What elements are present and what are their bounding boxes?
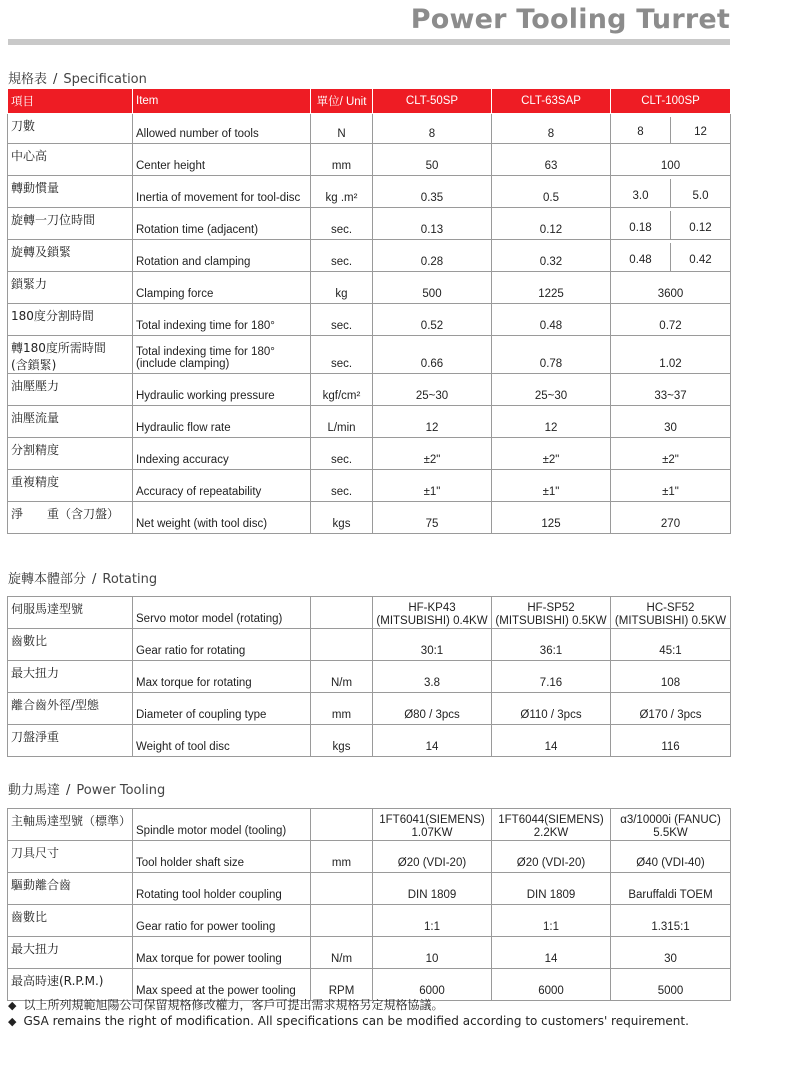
- note-en: [8, 1014, 689, 1028]
- spec-heading-zh: 規格表: [8, 72, 48, 87]
- spec-value: 63: [492, 144, 611, 176]
- spec-label-en: Clamping force: [133, 272, 311, 304]
- spec-unit: L/min: [311, 406, 373, 438]
- spec-label-zh: 油壓流量: [8, 406, 133, 438]
- rotating-value: 14: [492, 725, 611, 757]
- table-row: [8, 114, 731, 144]
- header-cell: 單位/ Unit: [311, 89, 373, 114]
- power-unit: [311, 873, 373, 905]
- spec-section-heading: 規格表 / Specification: [8, 72, 147, 87]
- spec-value: 0.32: [492, 240, 611, 272]
- spec-value: 3600: [611, 272, 731, 304]
- spec-label-en: Total indexing time for 180°: [133, 304, 311, 336]
- spec-value: 1.02: [611, 336, 731, 374]
- rotating-label-en: Weight of tool disc: [133, 725, 311, 757]
- spec-value: 500: [373, 272, 492, 304]
- spec-label-en: Hydraulic working pressure: [133, 374, 311, 406]
- note-en-text: GSA remains the right of modification. All specifications can be modified according to customers' requirement.: [23, 1014, 689, 1028]
- spec-label-zh: 分割精度: [8, 438, 133, 470]
- power-value: 1FT6044(SIEMENS) 2.2KW: [492, 809, 611, 841]
- power-value: Ø20 (VDI-20): [492, 841, 611, 873]
- spec-value: 3.0 5.0: [611, 176, 731, 208]
- spec-value: 30: [611, 406, 731, 438]
- power-section-heading: 動力馬達 / Power Tooling: [8, 783, 166, 798]
- power-table: [7, 808, 731, 1001]
- rotating-value: 108: [611, 661, 731, 693]
- spec-value: 33~37: [611, 374, 731, 406]
- spec-unit: sec.: [311, 240, 373, 272]
- power-label-zh: 刀具尺寸: [8, 841, 133, 873]
- spec-label-zh: 轉動慣量: [8, 176, 133, 208]
- rotating-value: 45:1: [611, 629, 731, 661]
- spec-unit: sec.: [311, 438, 373, 470]
- spec-unit: kgs: [311, 502, 373, 534]
- spec-unit: sec.: [311, 304, 373, 336]
- table-row: [8, 661, 731, 693]
- spec-value: 1225: [492, 272, 611, 304]
- spec-unit: sec.: [311, 208, 373, 240]
- spec-label-en: Indexing accuracy: [133, 438, 311, 470]
- rotating-unit: mm: [311, 693, 373, 725]
- power-unit: [311, 905, 373, 937]
- spec-unit: kg: [311, 272, 373, 304]
- rotating-value: Ø80 / 3pcs: [373, 693, 492, 725]
- spec-value: 0.5: [492, 176, 611, 208]
- spec-label-en: Total indexing time for 180° (include clamping): [133, 336, 311, 374]
- table-row: [8, 725, 731, 757]
- spec-value: 0.28: [373, 240, 492, 272]
- spec-value: 50: [373, 144, 492, 176]
- table-row: [8, 144, 731, 176]
- rotating-value: HC-SF52 (MITSUBISHI) 0.5KW: [611, 597, 731, 629]
- spec-label-zh: 中心高: [8, 144, 133, 176]
- rotating-label-zh: 齒數比: [8, 629, 133, 661]
- table-row: [8, 597, 731, 629]
- power-label-en: Max speed at the power tooling: [133, 969, 311, 1001]
- spec-unit: N: [311, 114, 373, 144]
- table-row: [8, 693, 731, 725]
- power-label-en: Tool holder shaft size: [133, 841, 311, 873]
- spec-label-zh: 180度分割時間: [8, 304, 133, 336]
- spec-label-en: Center height: [133, 144, 311, 176]
- spec-label-zh: 重複精度: [8, 470, 133, 502]
- power-value: 1:1: [373, 905, 492, 937]
- power-value: 30: [611, 937, 731, 969]
- spec-value: 0.18 0.12: [611, 208, 731, 240]
- diamond-bullet-icon: ◆: [8, 1015, 17, 1028]
- power-label-zh: 最大扭力: [8, 937, 133, 969]
- rotating-heading-zh: 旋轉本體部分: [8, 572, 87, 587]
- spec-value: 8: [373, 114, 492, 144]
- table-row: [8, 304, 731, 336]
- note-zh-text: 以上所列規範旭陽公司保留規格修改權力，客戶可提出需求規格另定規格協議。: [23, 998, 444, 1012]
- power-label-en: Rotating tool holder coupling: [133, 873, 311, 905]
- power-value: DIN 1809: [492, 873, 611, 905]
- spec-value: 8 12: [611, 114, 731, 144]
- header-cell: CLT-50SP: [373, 89, 492, 114]
- power-label-en: Spindle motor model (tooling): [133, 809, 311, 841]
- table-row: [8, 809, 731, 841]
- power-label-zh: 主軸馬達型號（標準）: [8, 809, 133, 841]
- table-row: [8, 502, 731, 534]
- power-value: Ø20 (VDI-20): [373, 841, 492, 873]
- rotating-table: [7, 596, 731, 757]
- spec-value: ±1": [611, 470, 731, 502]
- power-value: 5000: [611, 969, 731, 1001]
- header-cell: Item: [133, 89, 311, 114]
- spec-unit: kgf/cm²: [311, 374, 373, 406]
- spec-value: 0.72: [611, 304, 731, 336]
- spec-value: 75: [373, 502, 492, 534]
- table-row: [8, 438, 731, 470]
- rotating-label-zh: 刀盤淨重: [8, 725, 133, 757]
- spec-value: 0.48 0.42: [611, 240, 731, 272]
- spec-value: 0.52: [373, 304, 492, 336]
- table-row: [8, 240, 731, 272]
- rotating-unit: [311, 629, 373, 661]
- rotating-value: Ø170 / 3pcs: [611, 693, 731, 725]
- spec-unit: kg .m²: [311, 176, 373, 208]
- rotating-label-en: Gear ratio for rotating: [133, 629, 311, 661]
- rotating-unit: kgs: [311, 725, 373, 757]
- spec-unit: sec.: [311, 470, 373, 502]
- spec-label-en: Hydraulic flow rate: [133, 406, 311, 438]
- spec-value: 12: [492, 406, 611, 438]
- power-value: 14: [492, 937, 611, 969]
- power-unit: mm: [311, 841, 373, 873]
- table-row: [8, 841, 731, 873]
- spec-value: 8: [492, 114, 611, 144]
- spec-unit: sec.: [311, 336, 373, 374]
- spec-label-zh: 刀數: [8, 114, 133, 144]
- power-value: DIN 1809: [373, 873, 492, 905]
- spec-label-en: Rotation and clamping: [133, 240, 311, 272]
- table-row: [8, 937, 731, 969]
- spec-value: 125: [492, 502, 611, 534]
- rotating-unit: [311, 597, 373, 629]
- spec-label-zh: 淨 重（含刀盤）: [8, 502, 133, 534]
- power-value: 6000: [373, 969, 492, 1001]
- spec-value: 0.35: [373, 176, 492, 208]
- spec-label-en: Allowed number of tools: [133, 114, 311, 144]
- spec-value: 0.78: [492, 336, 611, 374]
- table-row: [8, 176, 731, 208]
- spec-value: 25~30: [492, 374, 611, 406]
- power-heading-en: Power Tooling: [76, 783, 166, 798]
- spec-label-en: Accuracy of repeatability: [133, 470, 311, 502]
- spec-label-en: Inertia of movement for tool-disc: [133, 176, 311, 208]
- power-unit: RPM: [311, 969, 373, 1001]
- spec-value: 0.66: [373, 336, 492, 374]
- table-row: [8, 629, 731, 661]
- rotating-section-heading: 旋轉本體部分 / Rotating: [8, 572, 158, 587]
- spec-value: ±2": [373, 438, 492, 470]
- spec-header-row: [8, 89, 731, 114]
- page-title: Power Tooling Turret: [410, 4, 730, 35]
- diamond-bullet-icon: ◆: [8, 999, 17, 1012]
- power-value: 6000: [492, 969, 611, 1001]
- power-label-en: Gear ratio for power tooling: [133, 905, 311, 937]
- rotating-unit: N/m: [311, 661, 373, 693]
- power-value: α3/10000i (FANUC) 5.5KW: [611, 809, 731, 841]
- header-cell: 項目: [8, 89, 133, 114]
- rotating-value: HF-SP52 (MITSUBISHI) 0.5KW: [492, 597, 611, 629]
- rotating-value: 7.16: [492, 661, 611, 693]
- table-row: [8, 470, 731, 502]
- power-heading-zh: 動力馬達: [8, 783, 61, 798]
- rotating-value: 14: [373, 725, 492, 757]
- rotating-label-en: Servo motor model (rotating): [133, 597, 311, 629]
- power-label-zh: 驅動離合齒: [8, 873, 133, 905]
- rotating-label-en: Max torque for rotating: [133, 661, 311, 693]
- power-label-zh: 齒數比: [8, 905, 133, 937]
- spec-value: 100: [611, 144, 731, 176]
- rotating-label-zh: 伺服馬達型號: [8, 597, 133, 629]
- spec-value: 25~30: [373, 374, 492, 406]
- spec-value: 0.48: [492, 304, 611, 336]
- table-row: [8, 406, 731, 438]
- spec-label-zh: 轉180度所需時間 (含鎖緊): [8, 336, 133, 374]
- spec-label-zh: 油壓壓力: [8, 374, 133, 406]
- power-label-en: Max torque for power tooling: [133, 937, 311, 969]
- power-value: 1FT6041(SIEMENS) 1.07KW: [373, 809, 492, 841]
- spec-label-zh: 旋轉及鎖緊: [8, 240, 133, 272]
- spec-value: ±2": [492, 438, 611, 470]
- header-cell: CLT-63SAP: [492, 89, 611, 114]
- spec-value: ±1": [492, 470, 611, 502]
- table-row: [8, 905, 731, 937]
- power-label-zh: 最高時速(R.P.M.): [8, 969, 133, 1001]
- power-value: 1:1: [492, 905, 611, 937]
- rotating-label-en: Diameter of coupling type: [133, 693, 311, 725]
- rotating-value: HF-KP43 (MITSUBISHI) 0.4KW: [373, 597, 492, 629]
- title-underline: [8, 39, 730, 45]
- spec-value: ±1": [373, 470, 492, 502]
- rotating-value: 36:1: [492, 629, 611, 661]
- table-row: [8, 873, 731, 905]
- rotating-label-zh: 離合齒外徑/型態: [8, 693, 133, 725]
- rotating-value: 30:1: [373, 629, 492, 661]
- rotating-heading-en: Rotating: [102, 572, 158, 587]
- spec-label-zh: 鎖緊力: [8, 272, 133, 304]
- rotating-value: Ø110 / 3pcs: [492, 693, 611, 725]
- table-row: [8, 336, 731, 374]
- power-value: 10: [373, 937, 492, 969]
- spec-value: 12: [373, 406, 492, 438]
- spec-value: 270: [611, 502, 731, 534]
- header-cell: CLT-100SP: [611, 89, 731, 114]
- spec-heading-en: Specification: [63, 72, 147, 87]
- spec-unit: mm: [311, 144, 373, 176]
- power-value: Baruffaldi TOEM: [611, 873, 731, 905]
- table-row: [8, 374, 731, 406]
- power-unit: N/m: [311, 937, 373, 969]
- spec-label-en: Net weight (with tool disc): [133, 502, 311, 534]
- spec-table: [7, 88, 731, 534]
- spec-value: ±2": [611, 438, 731, 470]
- spec-label-en: Rotation time (adjacent): [133, 208, 311, 240]
- table-row: [8, 208, 731, 240]
- table-row: [8, 272, 731, 304]
- rotating-label-zh: 最大扭力: [8, 661, 133, 693]
- spec-label-zh: 旋轉一刀位時間: [8, 208, 133, 240]
- power-unit: [311, 809, 373, 841]
- rotating-value: 116: [611, 725, 731, 757]
- rotating-value: 3.8: [373, 661, 492, 693]
- power-value: 1.315:1: [611, 905, 731, 937]
- spec-value: 0.13: [373, 208, 492, 240]
- power-value: Ø40 (VDI-40): [611, 841, 731, 873]
- spec-value: 0.12: [492, 208, 611, 240]
- note-zh: [8, 996, 443, 1013]
